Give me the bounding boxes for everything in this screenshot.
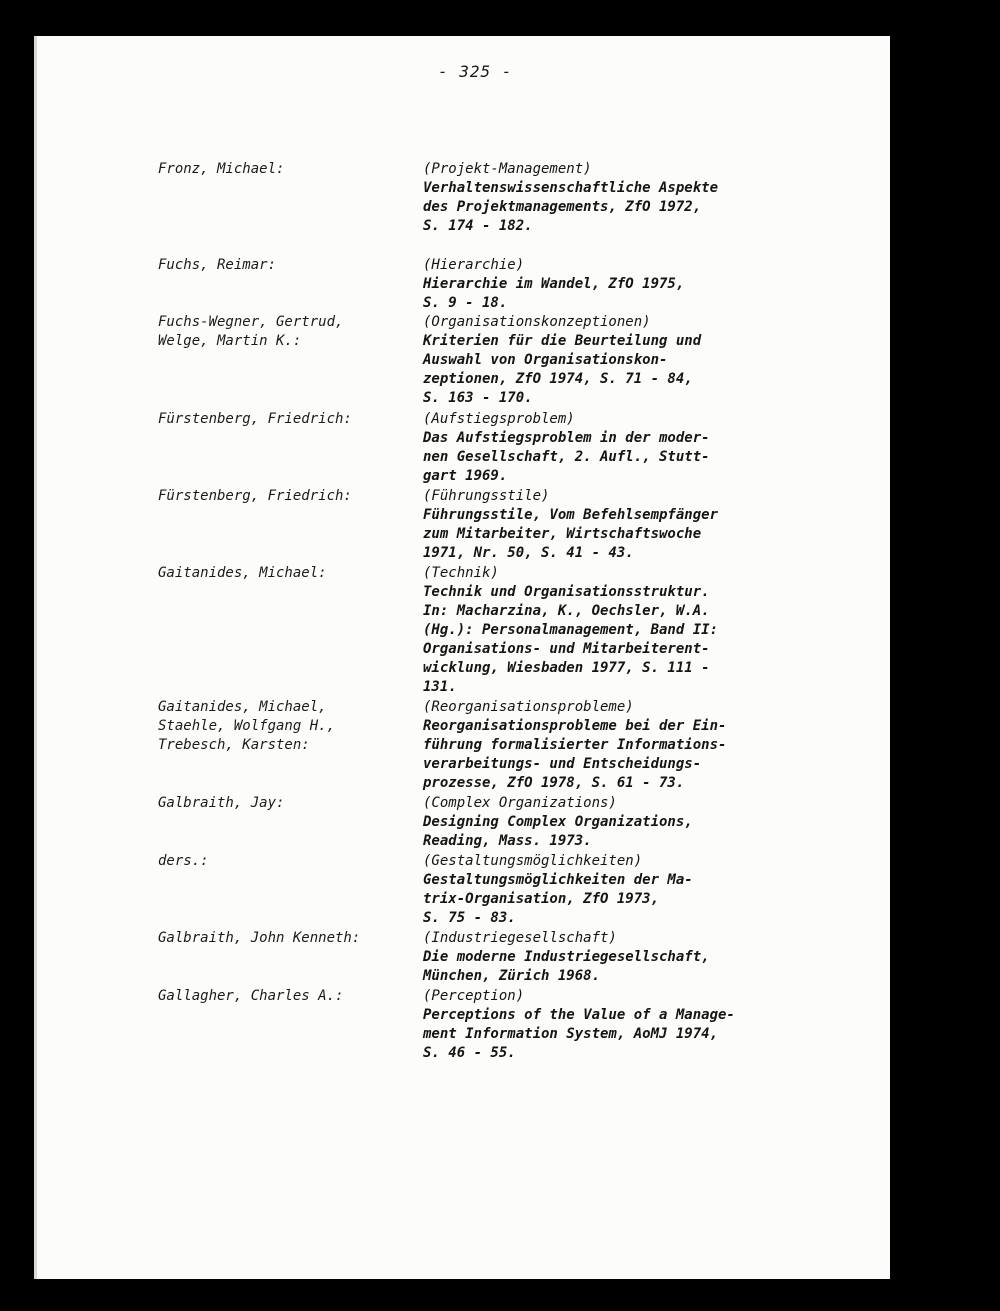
- entry-citation: Hierarchie im Wandel, ZfO 1975, S. 9 - 18.: [423, 276, 685, 311]
- entry-body: [423, 160, 823, 256]
- entry-body: [423, 313, 823, 410]
- bibliography-entry: [158, 852, 858, 929]
- entry-citation: Designing Complex Organizations, Reading, Mass. 1973.: [423, 814, 693, 849]
- entry-body: [423, 794, 823, 852]
- bibliography-entry: [158, 410, 858, 487]
- page-number: - 325 -: [438, 62, 513, 81]
- entry-citation: Gestaltungsmöglichkeiten der Ma- trix-Organisation, ZfO 1973, S. 75 - 83.: [423, 872, 693, 926]
- bibliography-entry: [158, 256, 858, 313]
- entry-topic: (Führungsstile): [423, 488, 550, 504]
- entry-topic: (Organisationskonzeptionen): [423, 314, 651, 330]
- entry-author: Fuchs-Wegner, Gertrud, Welge, Martin K.:: [158, 314, 344, 349]
- entry-author: Galbraith, John Kenneth:: [158, 930, 361, 946]
- entry-body: [423, 852, 823, 929]
- entry-citation: Reorganisationsprobleme bei der Ein- führung formalisierter Informations- verarbeitungs- und Entscheidungs- prozesse, ZfO 1978, S. 61 - 73.: [423, 718, 727, 791]
- entry-body: [423, 256, 823, 313]
- bibliography-entry: [158, 987, 858, 1064]
- entry-topic: (Projekt-Management): [423, 161, 592, 177]
- entry-topic: (Industriegesellschaft): [423, 930, 617, 946]
- entry-author: Fürstenberg, Friedrich:: [158, 411, 352, 427]
- bibliography-entry: [158, 313, 858, 410]
- entry-citation: Technik und Organisationsstruktur. In: Macharzina, K., Oechsler, W.A. (Hg.): Personalmanagement, Band II: Organisations- und Mitarbeiterent- wicklung, Wiesbaden 1977, S. 111 - 131.: [423, 584, 719, 695]
- entry-body: [423, 410, 823, 487]
- entry-author: Gaitanides, Michael, Staehle, Wolfgang H., Trebesch, Karsten:: [158, 699, 336, 753]
- entry-author: Gaitanides, Michael:: [158, 565, 327, 581]
- entry-citation: Verhaltenswissenschaftliche Aspekte des Projektmanagements, ZfO 1972, S. 174 - 182.: [423, 180, 719, 234]
- entry-author: Gallagher, Charles A.:: [158, 988, 344, 1004]
- entry-body: [423, 698, 823, 794]
- bibliography-entry: [158, 929, 858, 987]
- entry-author: Fürstenberg, Friedrich:: [158, 488, 352, 504]
- entry-topic: (Gestaltungsmöglichkeiten): [423, 853, 643, 869]
- entry-citation: Führungsstile, Vom Befehlsempfänger zum Mitarbeiter, Wirtschaftswoche 1971, Nr. 50, S. 41 - 43.: [423, 507, 719, 561]
- bibliography-list: [158, 160, 858, 1064]
- entry-topic: (Technik): [423, 565, 499, 581]
- entry-author: ders.:: [158, 853, 209, 869]
- entry-citation: Die moderne Industriegesellschaft, München, Zürich 1968.: [423, 949, 710, 984]
- bibliography-entry: [158, 564, 858, 698]
- entry-body: [423, 987, 823, 1064]
- entry-topic: (Aufstiegsproblem): [423, 411, 575, 427]
- entry-body: [423, 487, 823, 564]
- entry-citation: Das Aufstiegsproblem in der moder- nen Gesellschaft, 2. Aufl., Stutt- gart 1969.: [423, 430, 710, 484]
- entry-author: Fronz, Michael:: [158, 161, 285, 177]
- bibliography-entry: [158, 487, 858, 564]
- entry-citation: Kriterien für die Beurteilung und Auswahl von Organisationskon- zeptionen, ZfO 1974, S. 71 - 84, S. 163 - 170.: [423, 333, 702, 406]
- bibliography-entry: [158, 794, 858, 852]
- entry-body: [423, 564, 823, 698]
- entry-citation: Perceptions of the Value of a Manage- ment Information System, AoMJ 1974, S. 46 - 55.: [423, 1007, 735, 1061]
- entry-topic: (Perception): [423, 988, 525, 1004]
- book-page: [34, 36, 890, 1279]
- entry-body: [423, 929, 823, 987]
- bibliography-entry: [158, 698, 858, 794]
- entry-topic: (Reorganisationsprobleme): [423, 699, 634, 715]
- page-edge: [34, 36, 37, 1279]
- bibliography-entry: [158, 160, 858, 256]
- entry-author: Galbraith, Jay:: [158, 795, 285, 811]
- entry-topic: (Hierarchie): [423, 257, 525, 273]
- entry-author: Fuchs, Reimar:: [158, 257, 277, 273]
- entry-topic: (Complex Organizations): [423, 795, 617, 811]
